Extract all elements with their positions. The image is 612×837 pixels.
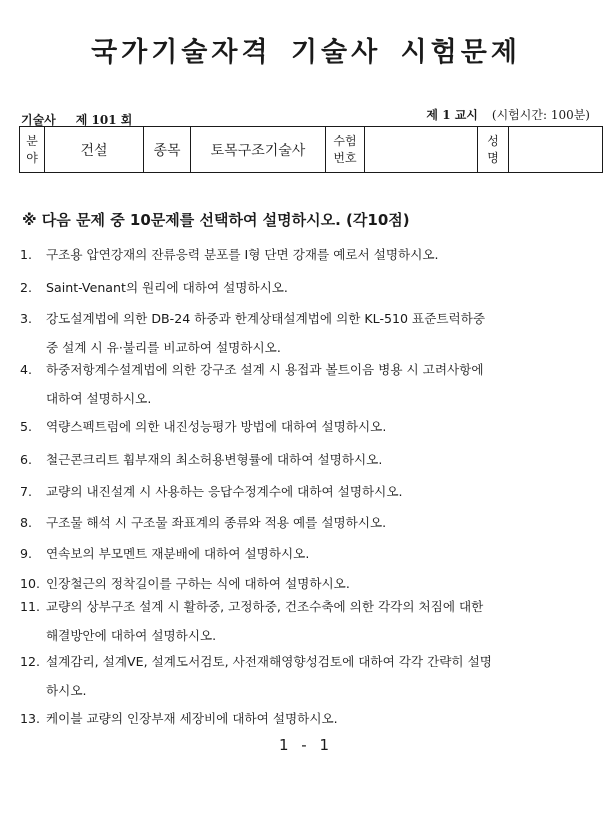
question-text: 교량의 내진설계 시 사용하는 응답수정계수에 대하여 설명하시오. — [46, 484, 403, 499]
field-label-cell — [20, 127, 45, 173]
question-text-cont: 대하여 설명하시오. — [46, 391, 152, 406]
question-13 — [20, 704, 605, 733]
exam-session: 제 101 회 — [75, 113, 133, 127]
exam-no-label-1: 수험 — [333, 133, 357, 148]
question-number: 9. — [20, 546, 33, 561]
question-8 — [20, 508, 605, 537]
exam-title: 국가기술자격 기술사 시험문제 — [91, 37, 521, 68]
question-text: 역량스펙트럼에 의한 내진성능평가 방법에 대하여 설명하시오. — [46, 419, 387, 434]
question-number: 10. — [20, 576, 41, 591]
question-1 — [20, 240, 605, 269]
question-text-cont: 중 설계 시 유·불리를 비교하여 설명하시오. — [46, 340, 281, 355]
question-3 — [20, 304, 605, 362]
question-text: 교량의 상부구조 설계 시 활하중, 고정하중, 건조수축에 의한 각각의 처짐에 대한 — [46, 599, 484, 614]
question-number: 13. — [20, 711, 41, 726]
field-label-1: 분 — [26, 133, 38, 148]
question-text: 케이블 교량의 인장부재 세장비에 대하여 설명하시오. — [46, 711, 338, 726]
exam-type: 기술사 — [21, 113, 56, 127]
exam-period: 제 1 교시 — [426, 108, 478, 122]
exam-no-field[interactable] — [365, 127, 478, 173]
exam-info-table — [19, 126, 603, 173]
question-number: 2. — [20, 280, 33, 295]
name-field[interactable] — [509, 127, 603, 173]
question-text: 설계감리, 설계VE, 설계도서검토, 사전재해영향성검토에 대하여 각각 간략히 설명 — [46, 654, 492, 669]
name-label-1: 성 — [487, 133, 499, 148]
question-number: 6. — [20, 452, 33, 467]
question-text: 연속보의 부모멘트 재분배에 대하여 설명하시오. — [46, 546, 310, 561]
question-7 — [20, 477, 605, 506]
category-label: 종목 — [144, 127, 191, 173]
question-text: 구조용 압연강재의 잔류응력 분포를 I형 단면 강재를 예로서 설명하시오. — [46, 247, 439, 262]
name-label-cell — [478, 127, 509, 173]
name-label-2: 명 — [487, 150, 499, 165]
exam-time: (시험시간: 100분) — [491, 108, 590, 122]
instruction: ※ 다음 문제 중 10문제를 선택하여 설명하시오. (각10점) — [22, 211, 410, 229]
question-5 — [20, 412, 605, 441]
exam-meta-right — [426, 106, 590, 123]
field-value: 건설 — [45, 127, 144, 173]
question-number: 8. — [20, 515, 33, 530]
field-label-2: 야 — [26, 150, 38, 165]
question-number: 5. — [20, 419, 33, 434]
question-text: 강도설계법에 의한 DB-24 하중과 한계상태설계법에 의한 KL-510 표준트럭하중 — [46, 311, 486, 326]
question-number: 11. — [20, 599, 41, 614]
question-text: Saint-Venant의 원리에 대하여 설명하시오. — [46, 280, 288, 295]
question-11 — [20, 592, 605, 650]
question-9 — [20, 539, 605, 568]
question-12 — [20, 647, 605, 705]
question-4 — [20, 355, 605, 413]
category-value: 토목구조기술사 — [191, 127, 326, 173]
question-2 — [20, 273, 605, 302]
exam-no-label-2: 번호 — [333, 150, 357, 165]
question-number: 7. — [20, 484, 33, 499]
question-text: 인장철근의 정착길이를 구하는 식에 대하여 설명하시오. — [46, 576, 350, 591]
question-text-cont: 하시오. — [46, 683, 87, 698]
question-text: 구조물 해석 시 구조물 좌표계의 종류와 적용 예를 설명하시오. — [46, 515, 387, 530]
question-text: 하중저항계수설계법에 의한 강구조 설계 시 용접과 볼트이음 병용 시 고려사항에 — [46, 362, 484, 377]
question-text-cont: 해결방안에 대하여 설명하시오. — [46, 628, 217, 643]
question-number: 4. — [20, 362, 33, 377]
page-number: 1 - 1 — [278, 736, 334, 754]
question-6 — [20, 445, 605, 474]
question-text: 철근콘크리트 휨부재의 최소허용변형률에 대하여 설명하시오. — [46, 452, 383, 467]
question-number: 3. — [20, 311, 33, 326]
question-number: 1. — [20, 247, 33, 262]
exam-no-label-cell — [326, 127, 365, 173]
question-number: 12. — [20, 654, 41, 669]
